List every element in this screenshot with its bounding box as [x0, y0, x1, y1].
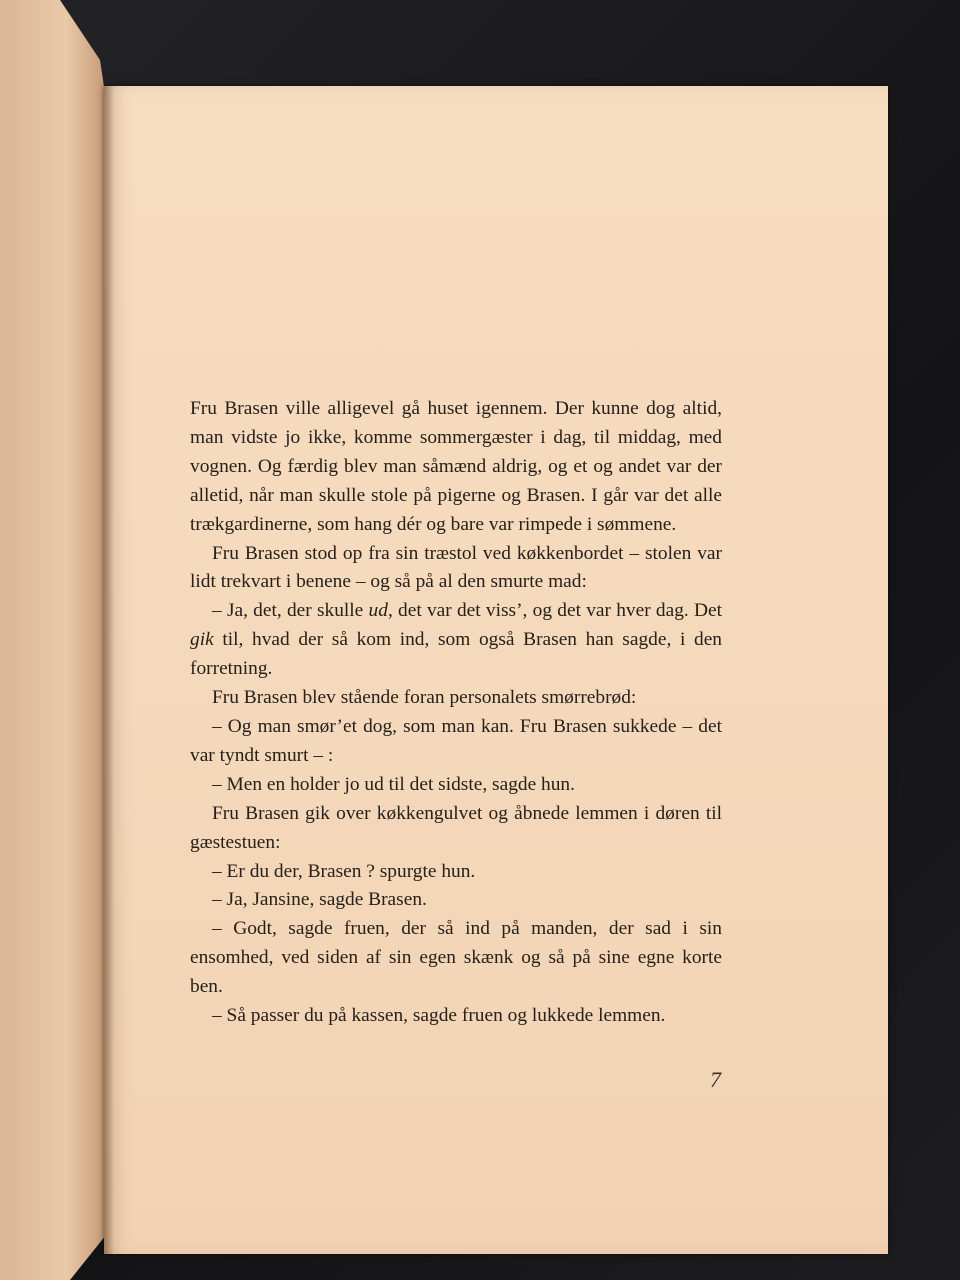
italic-word: gik [190, 629, 214, 651]
text-run: Fru Brasen blev stående foran personalets smørrebrød: [212, 687, 637, 709]
paragraph [190, 800, 722, 858]
text-run: – Så passer du på kassen, sagde fruen og lukkede lemmen. [212, 1005, 666, 1027]
paragraph [190, 540, 722, 598]
paragraph [190, 886, 722, 915]
text-run: – Ja, det, der skulle [212, 600, 369, 622]
paragraph [190, 713, 722, 771]
paragraph [190, 858, 722, 887]
paragraph [190, 597, 722, 684]
text-run: Fru Brasen stod op fra sin træstol ved køkkenbordet – stolen var lidt trekvart i benene – og så på al den smurte mad: [190, 542, 722, 593]
text-run: – Er du der, Brasen ? spurgte hun. [212, 860, 476, 882]
page-body-text [190, 395, 722, 1031]
text-run: Fru Brasen gik over køkkengulvet og åbnede lemmen i døren til gæstestuen: [190, 802, 722, 853]
text-run: – Og man smør’et dog, som man kan. Fru Brasen sukkede – det var tyndt smurt – : [190, 715, 722, 766]
page-gutter-shadow [104, 86, 114, 1254]
text-run: Fru Brasen ville alligevel gå huset igennem. Der kunne dog altid, man vidste jo ikke, komme sommergæster i dag, til middag, med vognen. Og færdig blev man såmænd aldrig, og et og andet var der alletid, når man skulle stole på pigerne og Brasen. I går var det alle trækgardinerne, som hang dér og bare var rimpede i sømmene. [190, 398, 722, 535]
text-run: til, hvad der så kom ind, som også Brasen han sagde, i den forretning. [190, 629, 722, 680]
paragraph [190, 395, 722, 540]
paragraph [190, 684, 722, 713]
italic-word: ud [368, 600, 388, 622]
page-number: 7 [710, 1067, 721, 1092]
paragraph [190, 915, 722, 1002]
text-run: , det var det viss’, og det var hver dag. Det [387, 600, 722, 622]
text-run: – Ja, Jansine, sagde Brasen. [212, 889, 427, 911]
paragraph [190, 1002, 722, 1031]
paragraph [190, 771, 722, 800]
text-run: – Men en holder jo ud til det sidste, sagde hun. [212, 773, 575, 795]
text-run: – Godt, sagde fruen, der så ind på manden, der sad i sin ensomhed, ved siden af sin egen skænk og så på sine egne korte ben. [190, 918, 722, 998]
left-page [0, 0, 120, 1280]
